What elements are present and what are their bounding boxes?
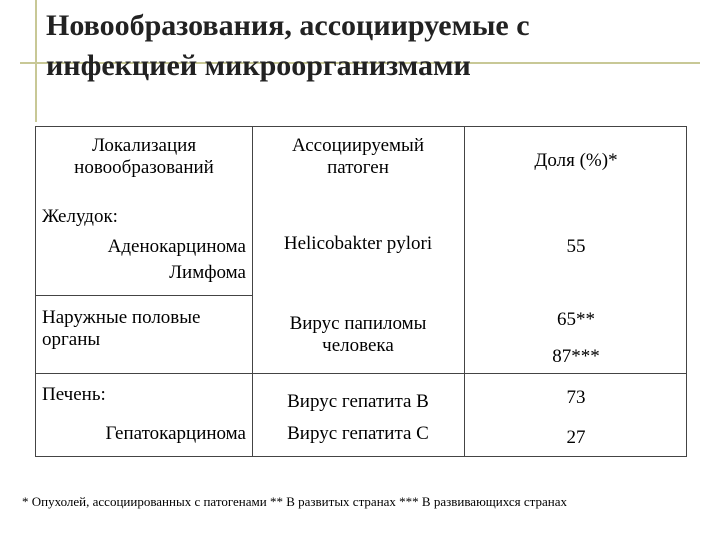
title-line-2: инфекцией микроорганизмами xyxy=(46,49,471,82)
liver-share-hbv: 73 xyxy=(566,387,586,408)
genital-localization-line-2: органы xyxy=(42,329,101,350)
header-localization xyxy=(36,135,252,179)
data-table xyxy=(35,126,687,457)
liver-pathogen-hcv: Вирус гепатита С xyxy=(287,423,429,444)
liver-share-hcv: 27 xyxy=(566,427,586,448)
header-pathogen-line-2: патоген xyxy=(327,157,389,178)
header-share: Доля (%)* xyxy=(534,150,618,171)
footnote: * Опухолей, ассоциированных с патогенами ** В развитых странах *** В развивающихся странах xyxy=(22,494,567,509)
genital-pathogen-line-1: Вирус папиломы xyxy=(289,313,427,334)
stomach-lymphoma: Лимфома xyxy=(169,262,246,283)
header-pathogen xyxy=(252,135,464,179)
stomach-adenocarcinoma: Аденокарцинома xyxy=(107,236,246,257)
genital-share-developing: 87*** xyxy=(552,346,600,367)
row-separator xyxy=(36,295,252,296)
stomach-pathogen: Helicobakter pylori xyxy=(283,233,433,254)
liver-hepatocarcinoma: Гепатокарцинома xyxy=(105,423,246,444)
stomach-group-label: Желудок: xyxy=(42,206,118,227)
liver-group-label: Печень: xyxy=(42,384,106,405)
genital-pathogen-line-2: человека xyxy=(322,335,394,356)
decorative-vertical-line xyxy=(35,0,37,122)
header-localization-line-2: новообразований xyxy=(74,157,214,178)
genital-share-developed: 65** xyxy=(557,309,595,330)
genital-localization-line-1: Наружные половые xyxy=(42,307,201,328)
genital-localization xyxy=(42,307,200,351)
slide-title xyxy=(46,6,706,86)
header-pathogen-line-1: Ассоциируемый xyxy=(291,135,424,156)
liver-pathogen-hbv: Вирус гепатита В xyxy=(287,391,429,412)
title-line-1: Новообразования, ассоциируемые с xyxy=(46,9,530,42)
row-separator xyxy=(36,373,687,374)
header-localization-line-1: Локализация xyxy=(91,135,197,156)
genital-pathogen xyxy=(252,313,464,357)
stomach-share: 55 xyxy=(566,236,586,257)
